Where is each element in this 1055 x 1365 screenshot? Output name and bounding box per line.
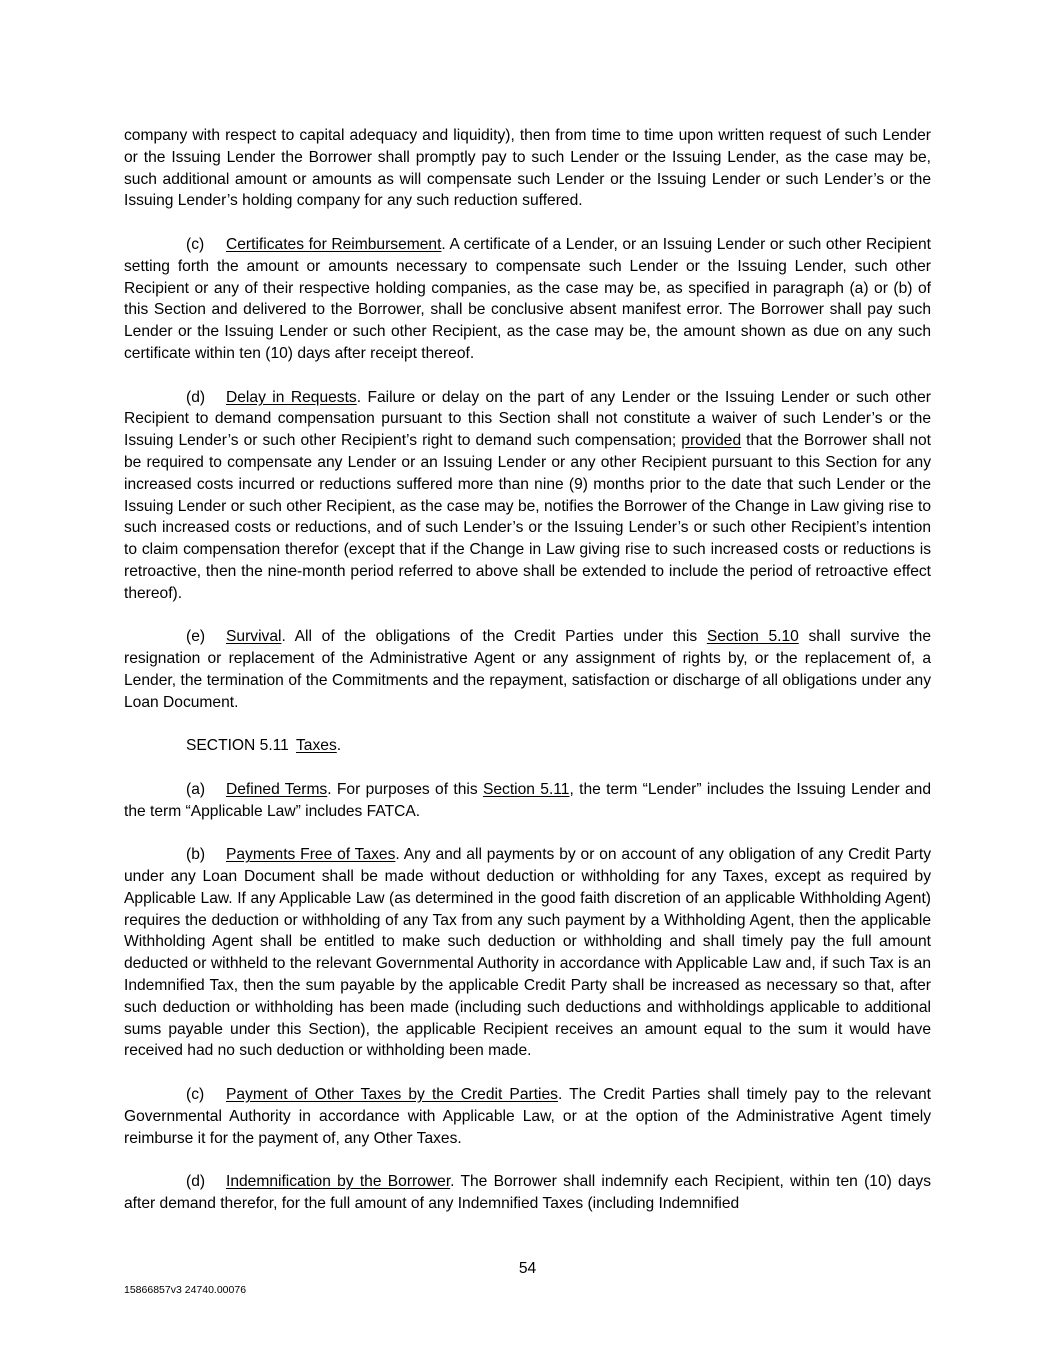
paragraph-heading: Payments Free of Taxes: [226, 846, 396, 864]
paragraph-text: company with respect to capital adequacy and liquidity), then from time to time upon written request of such Lender or the Issuing Lender the Borrower shall promptly pay to such Lender or the Issuing Lender, as the case may be, such additional amount or amounts as will compensate such Lender or the Issuing Lender or such Lender’s or the Issuing Lender’s holding company for any such reduction suffered.: [124, 127, 931, 210]
document-id: 15866857v3 24740.00076: [124, 1284, 247, 1296]
paragraph-a-defined-terms: [124, 779, 931, 823]
paragraph-label: (d): [186, 1173, 206, 1191]
paragraph-b-payments-free: [124, 844, 931, 1062]
paragraph-text: shall survive the resignation or replacement of the Administrative Agent or any assignment of rights by, or the replacement of, a Lender, the termination of the Commitments and the repayment, satisfaction or discharge of all obligations under any Loan Document.: [124, 628, 931, 711]
paragraph-label: (d): [186, 388, 206, 406]
paragraph-text: . The Borrower shall indemnify each Recipient, within ten (10) days after demand therefor, for the full amount of any Indemnified Taxes (including Indemnified: [124, 1173, 931, 1213]
section-number: SECTION 5.11: [186, 737, 289, 755]
paragraph-label: (c): [186, 1086, 205, 1104]
paragraph-text: . The Credit Parties shall timely pay to the relevant Governmental Authority in accordance with Applicable Law, or at the option of the Administrative Agent timely reimburse it for the payment of, any Other Taxes.: [124, 1086, 931, 1147]
provided-term: provided: [681, 432, 742, 450]
paragraph-text: . For purposes of this: [327, 780, 483, 798]
paragraph-d-indemnification: [124, 1171, 931, 1215]
paragraph-text: , the term “Lender” includes the Issuing Lender and the term “Applicable Law” includes FATCA.: [124, 780, 932, 820]
paragraph-c-other-taxes: [124, 1084, 931, 1149]
section-title: Taxes: [296, 737, 337, 755]
section-heading: [124, 735, 931, 757]
paragraph-heading: Certificates for Reimbursement: [226, 235, 442, 253]
paragraph-heading: Defined Terms: [226, 780, 328, 798]
paragraph-text: . Any and all payments by or on account of any obligation of any Credit Party under any Loan Document shall be made without deduction or withholding for any Taxes, except as required by Applicable Law. If any Applicable Law (as determined in the good faith discretion of an applicable Withholding Agent) requires the deduction or withholding of any Tax from any such payment by a Withholding Agent, then the applicable Withholding Agent shall be entitled to make such deduction or withholding and shall timely pay the full amount deducted or withheld to the relevant Governmental Authority in accordance with Applicable Law and, if such Tax is an Indemnified Tax, then the sum payable by the applicable Credit Party shall be increased as necessary so that, after such deduction or withholding has been made (including such deductions and withholdings applicable to additional sums payable under this Section), the applicable Recipient receives an amount equal to the sum it would have received had no such deduction or withholding been made.: [124, 846, 931, 1060]
paragraph-heading: Indemnification by the Borrower: [226, 1173, 451, 1191]
paragraph-text: that the Borrower shall not be required to compensate any Lender or an Issuing Lender or any other Recipient pursuant to this Section for any increased costs incurred or reductions suffered more than nine (9) months prior to the date that such Lender or the Issuing Lender or such other Recipient, as the case may be, notifies the Borrower of the Change in Law giving rise to such increased costs or reductions, and of such Lender’s or the Issuing Lender’s or such other Recipient’s intention to claim compensation therefor (except that if the Change in Law giving rise to such increased costs or reductions is retroactive, then the nine-month period referred to above shall be extended to include the period of retroactive effect thereof).: [124, 432, 931, 602]
paragraph-continuation: [124, 125, 931, 212]
document-body: [124, 125, 931, 1237]
paragraph-d-delay: [124, 387, 931, 605]
paragraph-label: (a): [186, 780, 206, 798]
paragraph-text: . A certificate of a Lender, or an Issuing Lender or such other Recipient setting forth the amount or amounts necessary to compensate such Lender or the Issuing Lender, such other Recipient or any of their respective holding companies, as the case may be, as specified in paragraph (a) or (b) of this Section and delivered to the Borrower, shall be conclusive absent manifest error. The Borrower shall pay such Lender or the Issuing Lender or such other Recipient, as the case may be, the amount shown as due on any such certificate within ten (10) days after receipt thereof.: [124, 235, 931, 362]
paragraph-text: . Failure or delay on the part of any Lender or the Issuing Lender or such other Recipient to demand compensation pursuant to this Section shall not constitute a waiver of such Lender’s or the Issuing Lender’s or such other Recipient’s right to demand such compensation;: [124, 388, 931, 450]
paragraph-heading: Survival: [226, 628, 282, 646]
paragraph-e-survival: [124, 626, 931, 713]
section-reference: Section 5.10: [706, 628, 799, 646]
page-number: 54: [518, 1260, 537, 1277]
paragraph-label: (b): [186, 846, 206, 864]
paragraph-text: . All of the obligations of the Credit Parties under this: [281, 628, 707, 646]
section-reference: Section 5.11: [482, 780, 570, 798]
paragraph-heading: Payment of Other Taxes by the Credit Parties: [226, 1086, 558, 1104]
paragraph-heading: Delay in Requests: [226, 388, 357, 406]
paragraph-c-certificates: [124, 234, 931, 365]
paragraph-label: (c): [186, 235, 205, 253]
paragraph-label: (e): [186, 628, 206, 646]
section-title-period: .: [336, 737, 342, 755]
